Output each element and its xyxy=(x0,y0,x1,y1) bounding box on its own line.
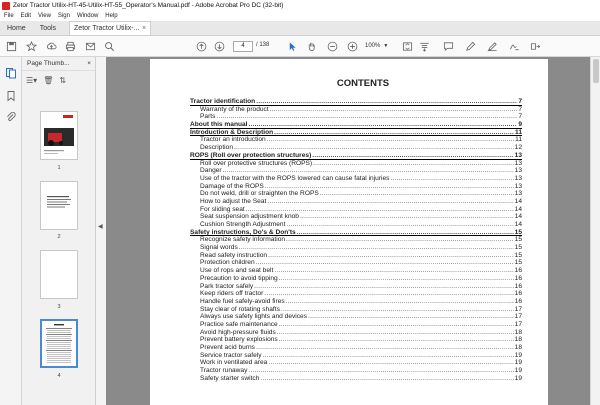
toc-entry[interactable] xyxy=(190,321,522,329)
toc-entry-page: 9 xyxy=(518,121,522,129)
toolbar xyxy=(0,36,600,57)
toc-entry-page: 19 xyxy=(514,359,522,367)
toc-entry-title: Damage of the ROPS xyxy=(200,182,264,190)
toc-entry-page: 17 xyxy=(514,313,522,321)
menu-bar xyxy=(0,11,600,21)
toc-entry[interactable] xyxy=(190,344,522,352)
toc-leader-dots xyxy=(279,336,514,344)
toc-entry[interactable] xyxy=(190,267,522,275)
toc-entry-title: Do not weld, drill or straighten the ROPS xyxy=(200,190,319,198)
toc-entry-page: 7 xyxy=(518,98,522,105)
toc-entry[interactable] xyxy=(190,236,522,244)
save-icon[interactable] xyxy=(5,40,18,53)
menu-window[interactable]: Window xyxy=(76,13,99,19)
toc-entry-page: 15 xyxy=(514,259,522,267)
hand-tool-icon[interactable] xyxy=(305,40,318,53)
share-icon[interactable] xyxy=(529,40,542,53)
toc-leader-dots xyxy=(268,359,513,367)
toc-entry[interactable] xyxy=(190,329,522,337)
thumbnail-page-1[interactable] xyxy=(40,111,78,160)
toc-entry-page: 13 xyxy=(514,151,522,159)
toc-leader-dots xyxy=(300,213,514,221)
toc-entry-title: ROPS (Roll over protection structures) xyxy=(190,151,312,159)
toc-leader-dots xyxy=(279,321,514,329)
contents-heading: CONTENTS xyxy=(336,78,390,89)
thumbnail-number-3: 3 xyxy=(57,304,61,310)
toc-entry-page: 18 xyxy=(514,336,522,344)
toc-entry[interactable] xyxy=(190,359,522,367)
toc-entry-page: 13 xyxy=(514,182,522,190)
toc-entry-title: Service tractor safely xyxy=(200,351,262,359)
toc-entry[interactable] xyxy=(190,229,522,237)
toc-leader-dots xyxy=(256,98,517,106)
toc-entry-title: Safety starter switch xyxy=(200,374,260,382)
menu-edit[interactable]: Edit xyxy=(20,13,32,19)
toc-entry-page: 14 xyxy=(514,213,522,221)
zoom-out-icon[interactable] xyxy=(326,40,339,53)
toc-entry-page: 19 xyxy=(514,367,522,375)
page-2-preview xyxy=(41,182,77,229)
toc-entry-title: Stay clear of rotating shafts xyxy=(200,305,280,313)
next-page-icon[interactable] xyxy=(213,40,226,53)
toc-entry[interactable] xyxy=(190,167,522,175)
toc-entry[interactable] xyxy=(190,252,522,260)
toc-entry-page: 13 xyxy=(514,174,522,182)
window-title: Zetor Tractor Utilix-HT-45-Utilix-HT-55_Operator's Manual.pdf - Adobe Acrobat Pro DC (32-bit) xyxy=(13,2,284,9)
toc-entry[interactable] xyxy=(190,175,522,183)
thumbnails-header xyxy=(22,57,95,71)
toc-leader-dots xyxy=(267,198,513,206)
toc-leader-dots xyxy=(267,136,514,144)
close-icon[interactable]: × xyxy=(141,25,147,32)
toc-entry-title: Use of the tractor with the ROPS lowered can cause fatal injuries xyxy=(200,174,390,182)
table-of-contents xyxy=(190,98,522,382)
attachments-icon[interactable] xyxy=(5,111,17,123)
toc-entry[interactable] xyxy=(190,190,522,198)
toc-entry[interactable] xyxy=(190,206,522,214)
toc-entry-page: 16 xyxy=(514,274,522,282)
toc-entry-title: About this manual xyxy=(190,121,248,129)
toc-leader-dots xyxy=(260,375,513,383)
navigation-rail xyxy=(0,57,22,405)
page-thumbnails-panel xyxy=(22,57,96,405)
toc-entry-page: 16 xyxy=(514,297,522,305)
tab-bar xyxy=(0,21,600,36)
toc-entry-title: Handle fuel safely-avoid fires xyxy=(200,297,285,305)
page-4-preview xyxy=(42,321,76,366)
toc-entry-page: 12 xyxy=(514,144,522,152)
toc-entry-title: Signal words xyxy=(200,244,238,252)
page-total: / 138 xyxy=(256,42,270,48)
toc-entry[interactable] xyxy=(190,129,522,137)
toc-leader-dots xyxy=(308,313,514,321)
toc-entry[interactable] xyxy=(190,98,522,106)
zoom-level-select[interactable] xyxy=(365,41,393,52)
toc-entry-page: 15 xyxy=(514,244,522,252)
toc-entry[interactable] xyxy=(190,160,522,168)
toc-leader-dots xyxy=(223,167,514,175)
toc-entry-title: Avoid high-pressure fluids xyxy=(200,328,276,336)
toc-leader-dots xyxy=(256,344,514,352)
toc-leader-dots xyxy=(256,259,514,267)
zoom-level-value: 100% xyxy=(365,43,381,49)
toc-entry-title: Description xyxy=(200,144,233,152)
collapse-left-icon: ◀ xyxy=(98,224,103,230)
toc-leader-dots xyxy=(274,267,513,275)
toc-entry-title: Precaution to avoid tipping xyxy=(200,274,278,282)
toc-entry-page: 16 xyxy=(514,267,522,275)
toc-entry[interactable] xyxy=(190,367,522,375)
document-page xyxy=(150,59,548,405)
previous-page-icon[interactable] xyxy=(195,40,208,53)
toc-entry[interactable] xyxy=(190,152,522,160)
toc-leader-dots xyxy=(279,275,514,283)
toc-leader-dots xyxy=(254,283,514,291)
scrollbar-thumb[interactable] xyxy=(593,59,599,83)
toc-entry-title: Roll over protective structures (ROPS) xyxy=(200,159,313,167)
toc-leader-dots xyxy=(270,106,518,114)
toc-entry-page: 15 xyxy=(514,228,522,236)
scroll-mode-icon[interactable] xyxy=(418,40,431,53)
menu-file[interactable]: File xyxy=(4,13,14,19)
toc-entry-title: Practice safe maintenance xyxy=(200,320,278,328)
toc-leader-dots xyxy=(249,121,518,129)
thumbnails-toolbar xyxy=(22,71,95,89)
toc-leader-dots xyxy=(263,352,514,360)
page-number-input[interactable]: 4 xyxy=(233,41,253,52)
toc-leader-dots xyxy=(277,329,514,337)
thumbnail-page-4[interactable] xyxy=(40,319,78,368)
thumbnail-number-4: 4 xyxy=(57,373,61,379)
toc-leader-dots xyxy=(246,206,514,214)
search-icon[interactable] xyxy=(103,40,116,53)
email-icon[interactable] xyxy=(84,40,97,53)
toc-entry[interactable] xyxy=(190,144,522,152)
toc-entry-page: 13 xyxy=(514,167,522,175)
toc-entry-page: 16 xyxy=(514,282,522,290)
toc-entry-page: 18 xyxy=(514,344,522,351)
toc-entry-page: 19 xyxy=(514,351,522,359)
toc-entry-title: Work in ventilated area xyxy=(200,359,268,367)
toc-entry-page: 11 xyxy=(515,136,522,144)
toc-entry-title: Cushion Strength Adjustment xyxy=(200,221,286,228)
highlight-pen-icon[interactable] xyxy=(464,40,477,53)
toc-leader-dots xyxy=(281,306,514,314)
toc-leader-dots xyxy=(268,252,514,260)
thumbnail-number-1: 1 xyxy=(57,165,61,171)
toc-leader-dots xyxy=(216,113,517,121)
print-icon[interactable] xyxy=(64,40,77,53)
toc-entry[interactable] xyxy=(190,306,522,314)
toc-entry-page: 13 xyxy=(514,190,522,198)
toc-entry[interactable] xyxy=(190,244,522,252)
toc-entry-title: How to adjust the Seat xyxy=(200,197,267,205)
toc-entry[interactable] xyxy=(190,113,522,121)
toc-entry-title: Always use safety lights and devices xyxy=(200,313,308,321)
upload-icon[interactable] xyxy=(45,40,58,53)
vertical-scrollbar[interactable] xyxy=(590,57,600,405)
fit-page-icon[interactable] xyxy=(401,40,414,53)
menu-sign[interactable]: Sign xyxy=(57,13,70,19)
acrobat-icon xyxy=(2,2,10,10)
bookmark-star-icon[interactable] xyxy=(25,40,38,53)
toc-entry[interactable] xyxy=(190,290,522,298)
toc-entry[interactable] xyxy=(190,221,522,229)
chevron-down-icon: ▼ xyxy=(383,43,389,49)
toc-entry[interactable] xyxy=(190,183,522,191)
toc-entry-page: 17 xyxy=(514,305,522,313)
toc-entry[interactable] xyxy=(190,259,522,267)
toc-entry[interactable] xyxy=(190,136,522,144)
toc-entry-title: Recognize safety information xyxy=(200,236,286,244)
toc-entry[interactable] xyxy=(190,213,522,221)
toc-leader-dots xyxy=(297,229,514,237)
toc-leader-dots xyxy=(264,290,513,298)
toc-entry-page: 11 xyxy=(515,128,522,136)
toc-entry-page: 16 xyxy=(514,290,522,298)
menu-help[interactable]: Help xyxy=(105,13,118,19)
toc-entry[interactable] xyxy=(190,298,522,306)
bookmarks-icon[interactable] xyxy=(5,90,17,102)
tab-document[interactable] xyxy=(69,21,151,35)
toc-entry-page: 7 xyxy=(518,105,522,113)
toc-entry[interactable] xyxy=(190,106,522,114)
options-menu-icon[interactable]: ☰▾ xyxy=(26,75,38,85)
toc-entry[interactable] xyxy=(190,198,522,206)
toc-entry-page: 14 xyxy=(514,205,522,213)
thumbnails-title: Page Thumb... xyxy=(27,60,70,67)
toc-entry-title: Keep riders off tractor xyxy=(200,290,264,298)
toc-entry-title: Tractor an introduction xyxy=(200,136,266,144)
sign-icon[interactable] xyxy=(508,40,521,53)
toc-entry-title: Protection children xyxy=(200,259,255,267)
select-cursor-icon[interactable] xyxy=(286,40,299,53)
toc-entry-title: Safety instructions, Do's & Don'ts xyxy=(190,228,296,236)
toc-entry-page: 18 xyxy=(514,328,522,336)
cover-image xyxy=(41,112,77,159)
insert-page-icon[interactable]: ⇅ xyxy=(59,75,67,85)
toc-entry-title: Use of rops and seat belt xyxy=(200,267,274,275)
toc-leader-dots xyxy=(265,183,514,191)
toc-entry-title: Danger xyxy=(200,167,222,175)
thumbnail-page-3[interactable] xyxy=(40,250,78,299)
toc-entry-title: Park tractor safely xyxy=(200,282,254,290)
toc-entry-page: 15 xyxy=(514,236,522,244)
menu-view[interactable]: View xyxy=(38,13,51,19)
toc-leader-dots xyxy=(239,244,514,252)
toc-leader-dots xyxy=(286,221,513,229)
toc-leader-dots xyxy=(234,144,514,152)
toc-entry-title: Prevent battery explosions xyxy=(200,336,278,344)
toc-leader-dots xyxy=(313,160,514,168)
toc-entry-title: Prevent acid burns xyxy=(200,344,255,351)
toc-entry-title: For sliding seat xyxy=(200,205,245,213)
toc-entry-title: Read safety instruction xyxy=(200,251,268,259)
toc-entry-page: 14 xyxy=(514,221,522,228)
toc-entry-title: Seat suspension adjustment knob xyxy=(200,213,299,221)
toc-entry-title: Tractor runaway xyxy=(200,367,248,375)
toc-entry[interactable] xyxy=(190,121,522,129)
draw-icon[interactable] xyxy=(486,40,499,53)
toc-entry-page: 7 xyxy=(518,113,522,121)
toc-entry-title: Warranty of the product xyxy=(200,105,269,113)
toc-entry-page: 15 xyxy=(514,251,522,259)
document-viewport[interactable] xyxy=(106,57,590,405)
comment-icon[interactable] xyxy=(442,40,455,53)
toc-entry-page: 14 xyxy=(514,197,522,205)
toc-entry[interactable] xyxy=(190,375,522,383)
toc-entry[interactable] xyxy=(190,336,522,344)
toc-entry[interactable] xyxy=(190,275,522,283)
page-thumbnails-icon[interactable] xyxy=(5,67,17,79)
toc-leader-dots xyxy=(312,152,513,160)
tab-home[interactable]: Home xyxy=(7,24,26,32)
toc-entry[interactable] xyxy=(190,313,522,321)
toc-entry-title: Tractor identification xyxy=(190,98,256,105)
toc-leader-dots xyxy=(286,298,514,306)
tab-document-label: Zetor Tractor Utilix-... xyxy=(74,25,140,32)
thumbnail-number-2: 2 xyxy=(57,234,61,240)
toc-entry[interactable] xyxy=(190,352,522,360)
toc-entry-page: 17 xyxy=(514,320,522,328)
toc-leader-dots xyxy=(390,175,513,183)
toc-leader-dots xyxy=(274,129,514,137)
toc-leader-dots xyxy=(286,236,514,244)
toc-entry-title: Introduction & Description xyxy=(190,128,274,136)
toc-entry-page: 19 xyxy=(514,374,522,382)
toc-entry-page: 13 xyxy=(514,159,522,167)
toc-leader-dots xyxy=(248,367,513,375)
close-panel-icon[interactable]: × xyxy=(87,60,91,67)
delete-page-icon[interactable]: 🗑 xyxy=(43,75,54,85)
tab-tools[interactable]: Tools xyxy=(39,24,57,32)
panel-collapse-handle[interactable] xyxy=(96,57,106,405)
zoom-in-icon[interactable] xyxy=(346,40,359,53)
title-bar xyxy=(0,0,600,11)
toc-entry-title: Parts xyxy=(200,113,216,121)
thumbnail-page-2[interactable] xyxy=(40,181,78,230)
toc-leader-dots xyxy=(320,190,514,198)
toc-entry[interactable] xyxy=(190,283,522,291)
